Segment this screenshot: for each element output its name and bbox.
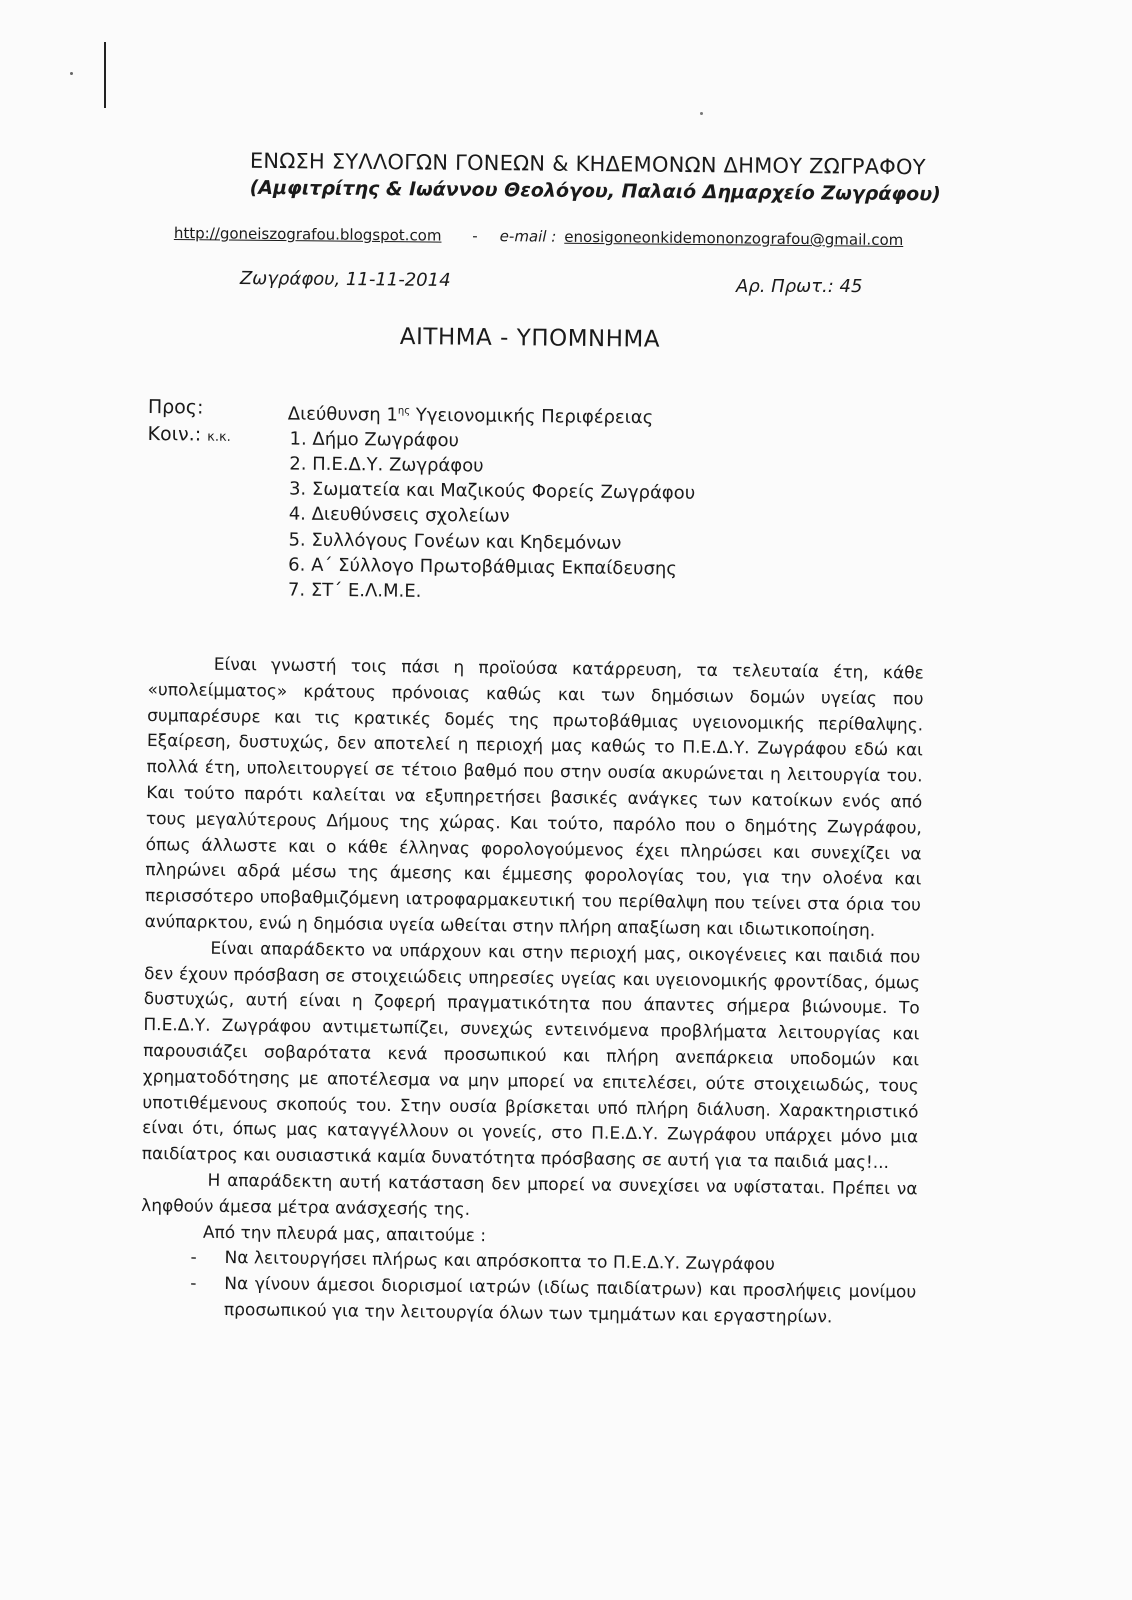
website-link[interactable]: http://goneiszografou.blogspot.com bbox=[173, 224, 442, 245]
margin-mark bbox=[104, 42, 106, 108]
cc-item: 2. Π.Ε.Δ.Υ. Ζωγράφου bbox=[289, 453, 484, 477]
letter-body bbox=[140, 652, 924, 1332]
letterhead bbox=[170, 148, 970, 206]
scan-speck bbox=[700, 112, 703, 115]
recipients-block bbox=[147, 396, 768, 602]
to-label: Προς: bbox=[147, 396, 204, 419]
contact-line bbox=[174, 224, 954, 249]
document-date: Ζωγράφου, 11-11-2014 bbox=[239, 268, 451, 292]
body-paragraph: Είναι απαράδεκτο να υπάρχουν και στην περιοχή μας, οικογένειες και παιδιά που δεν έχουν πρόσβαση σε στοιχειώδεις υπηρεσίες υγείας και υγειονομικής φροντίδας, όμως δυστυχώς, αυτή είναι η ζοφερή πραγματικότητα που άπαντες σήμερα βιώνουμε. Το Π.Ε.Δ.Υ. Ζωγράφου αντιμετωπίζει, συνεχώς εντεινόμενα προβλήματα λειτουργίας και παρουσιάζει σοβαρότατα κενά προσωπικού και πλήρη ανεπάρκεια υποδομών και χρηματοδότησης με αποτέλεσμα να μην μπορεί να επιτελέσει, ούτε στοιχειωδώς, τους υποτιθέμενους σκοπούς του. Στην ουσία βρίσκεται υπό πλήρη διάλυση. Χαρακτηριστικό είναι ότι, όπως μας καταγγέλλουν οι γονείς, στο Π.Ε.Δ.Υ. Ζωγράφου υπάρχει μόνο μια παιδίατρος και ουσιαστικά καμία δυνατότητα πρόσβασης σε αυτή για τα παιδιά μας!... bbox=[141, 938, 921, 1174]
email-link[interactable]: enosigoneonkidemononzografou@gmail.com bbox=[564, 227, 904, 250]
cc-item: 1. Δήμο Ζωγράφου bbox=[289, 428, 460, 452]
demand-item bbox=[190, 1272, 917, 1332]
email-separator: - bbox=[472, 226, 478, 245]
to-suffix: Υγειονομικής Περιφέρειας bbox=[409, 404, 654, 429]
body-paragraph: Είναι γνωστή τοις πάσι η προϊούσα κατάρρευση, τα τελευταία έτη, κάθε «υπολείμματος» κράτους πρόνοιας καθώς και των δημόσιων δομών υγείας που συμπαρέσυρε και τις κρατικές δομές της πρωτοβάθμιας υγειονομικής περίθαλψης. Εξαίρεση, δυστυχώς, δεν αποτελεί η περιοχή μας καθώς το Π.Ε.Δ.Υ. Ζωγράφου εδώ και πολλά έτη, υπολειτουργεί σε τέτοιο βαθμό που στην ουσία ακυρώνεται η λειτουργία του. Και τούτο παρότι καλείται να εξυπηρετήσει βασικές ανάγκες των κατοίκων ενός από τους μεγαλύτερους Δήμους της χώρας. Και τούτο, παρόλο που ο δημότης Ζωγράφου, όπως άλλωστε και ο κάθε έλληνας φορολογούμενος έχει πληρώσει και συνεχίζει να πληρώνει αδρά μέσω της άμεσης και έμμεσης φορολογίας του, για την ολοένα και περισσότερο υποβαθμιζόμενη ιατροφαρμακευτική του περίθαλψη που τείνει στα όρια του ανύπαρκτου, ενώ η δημόσια υγεία ωθείται στην πλήρη απαξίωση και ιδιωτικοποίηση. bbox=[144, 654, 924, 941]
list-dash: - bbox=[190, 1273, 197, 1294]
demands-list bbox=[140, 1245, 917, 1332]
cc-item: 5. Συλλόγους Γονέων και Κηδεμόνων bbox=[288, 529, 622, 554]
protocol-number: Αρ. Πρωτ.: 45 bbox=[736, 276, 863, 297]
body-paragraph: Η απαράδεκτη αυτή κατάσταση δεν μπορεί να συνεχίσει να υφίσταται. Πρέπει να ληφθούν άμεσα μέτρα ανάσχεσής της. bbox=[141, 1170, 918, 1220]
cc-item: 3. Σωματεία και Μαζικούς Φορείς Ζωγράφου bbox=[288, 478, 696, 504]
email-label: e-mail : bbox=[499, 227, 557, 246]
cc-item: 7. ΣΤ΄ Ε.Λ.Μ.Ε. bbox=[287, 579, 422, 602]
cc-abbreviation: κ.κ. bbox=[207, 429, 231, 445]
demand-text: Να γίνουν άμεσοι διορισμοί ιατρών (ιδίως παιδίατρων) και προσλήψεις μονίμου προσωπικού για την λειτουργία όλων των τμημάτων και εργαστηρίων. bbox=[223, 1274, 917, 1328]
to-superscript: ης bbox=[397, 405, 411, 417]
cc-item: 4. Διευθύνσεις σχολείων bbox=[288, 503, 510, 527]
organization-address: (Αμφιτρίτης & Ιωάννου Θεολόγου, Παλαιό Δημαρχείο Ζωγράφου) bbox=[249, 176, 941, 206]
document-title: ΑΙΤΗΜΑ - ΥΠΟΜΝΗΜΑ bbox=[399, 324, 661, 353]
cc-item: 6. Α΄ Σύλλογο Πρωτοβάθμιας Εκπαίδευσης bbox=[288, 554, 678, 580]
to-prefix: Διεύθυνση 1 bbox=[287, 403, 398, 426]
demands-intro: Από την πλευρά μας, απαιτούμε : bbox=[202, 1222, 487, 1246]
to-recipient bbox=[288, 403, 654, 428]
demand-text: Να λειτουργήσει πλήρως και απρόσκοπτα το Π.Ε.Δ.Υ. Ζωγράφου bbox=[224, 1248, 775, 1276]
scan-speck bbox=[70, 72, 73, 75]
cc-label: Κοιν.: κ.κ. bbox=[147, 422, 231, 446]
list-dash: - bbox=[190, 1247, 197, 1268]
organization-name: ΕΝΩΣΗ ΣΥΛΛΟΓΩΝ ΓΟΝΕΩΝ & ΚΗΔΕΜΟΝΩΝ ΔΗΜΟΥ ΖΩΓΡΑΦΟΥ bbox=[249, 148, 926, 180]
